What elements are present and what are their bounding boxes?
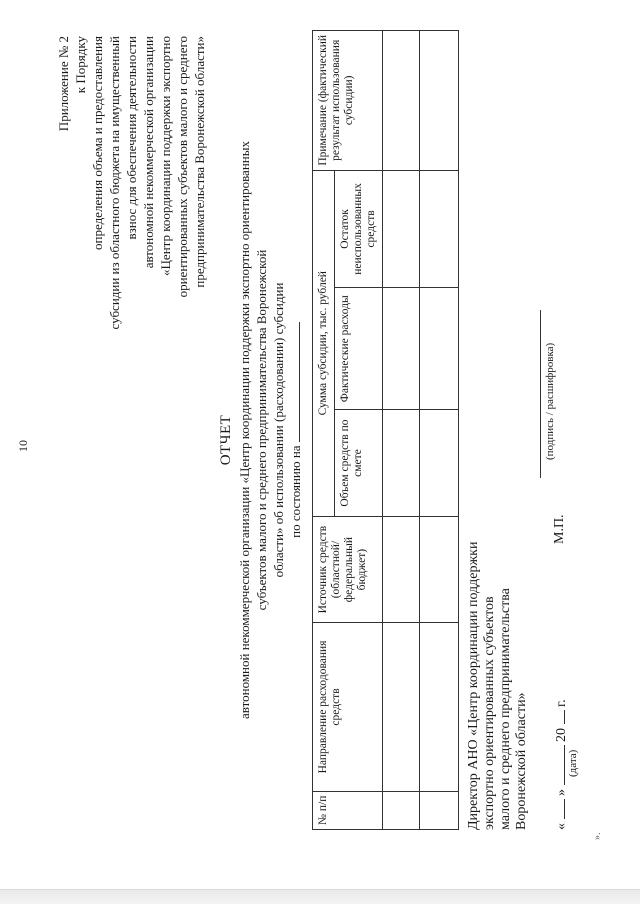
as-of-label: по состоянию на [288,445,303,538]
annex-line: определения объема и предоставления [90,36,105,250]
header-rest: Остаток неиспользованных средств [335,170,383,288]
signature-line[interactable] [540,310,541,478]
report-table [312,30,459,830]
date-open-quote: « [554,823,569,830]
header-direction: Направление расходования средств [313,623,383,791]
table-cell[interactable] [420,516,459,623]
table-cell[interactable] [420,410,459,517]
table-cell[interactable] [420,288,459,410]
director-block [466,542,530,830]
table-cell[interactable] [383,31,420,171]
month-blank[interactable] [550,746,565,786]
subtitle-line: субъектов малого и среднего предпринимательства Воронежской [254,249,269,611]
director-line: Директор АНО «Центр координации поддержки [466,541,481,830]
table-cell[interactable] [420,623,459,791]
header-subsidy-group: Сумма субсидии, тыс. рублей [313,170,335,516]
table-cell[interactable] [420,31,459,171]
annex-line: ориентированных субъектов малого и среднего [175,36,190,298]
year-suffix: г. [554,699,569,707]
header-plan: Объем средств по смете [335,410,383,517]
director-line: Воронежской области» [514,692,529,830]
header-note: Примечание (фактический результат использования субсидии) [313,31,383,171]
annex-line: предпринимательства Воронежской области» [192,36,207,288]
table-cell[interactable] [383,170,420,288]
day-blank[interactable] [550,800,565,820]
director-line: экспортно ориентированных субъектов [482,596,497,830]
header-num: № п/п [313,791,383,829]
table-header-row [313,31,335,830]
year-blank[interactable] [550,711,565,725]
year-prefix: 20 [554,728,569,742]
table-cell[interactable] [383,410,420,517]
report-title: ОТЧЕТ [218,414,234,466]
annex-line: «Центр координации поддержки экспортно [158,36,173,276]
scan-edge [0,889,640,904]
table-row [420,31,459,830]
director-line: малого и среднего предпринимательства [498,588,513,830]
subtitle-line: области» об использовании (расходовании) субсидии [271,282,286,578]
report-subtitle [236,120,304,740]
stamp-placeholder: М.П. [552,514,567,544]
annex-line: к Порядку [73,36,88,94]
date-close-quote: » [554,789,569,796]
page-number: 10 [16,440,30,452]
edge-mark: ». [592,832,603,840]
annex-line: взнос для обеспечения деятельности [124,36,139,240]
date-hint: (дата) [567,749,579,777]
signature-hint: (подпись / расшифровка) [544,342,556,460]
annex-line: субсидии из областного бюджета на имущественный [107,36,122,330]
annex-line: Приложение № 2 [56,36,71,132]
as-of-date-field[interactable] [287,322,300,442]
annex-line: автономной некоммерческой организации [141,36,156,269]
table-cell[interactable] [383,516,420,623]
subtitle-line: автономной некоммерческой организации «Центр координации поддержки экспортно ориентированных [237,141,252,719]
header-fact: Фактические расходы [335,288,383,410]
table-cell[interactable] [420,170,459,288]
as-of-line [287,120,304,740]
table-cell[interactable] [383,791,420,829]
header-source: Источник средств (областной/ федеральный бюджет) [313,516,383,623]
table-cell[interactable] [383,288,420,410]
table-cell[interactable] [383,623,420,791]
table-cell[interactable] [420,791,459,829]
annex-header [55,36,208,336]
table-row [383,31,420,830]
